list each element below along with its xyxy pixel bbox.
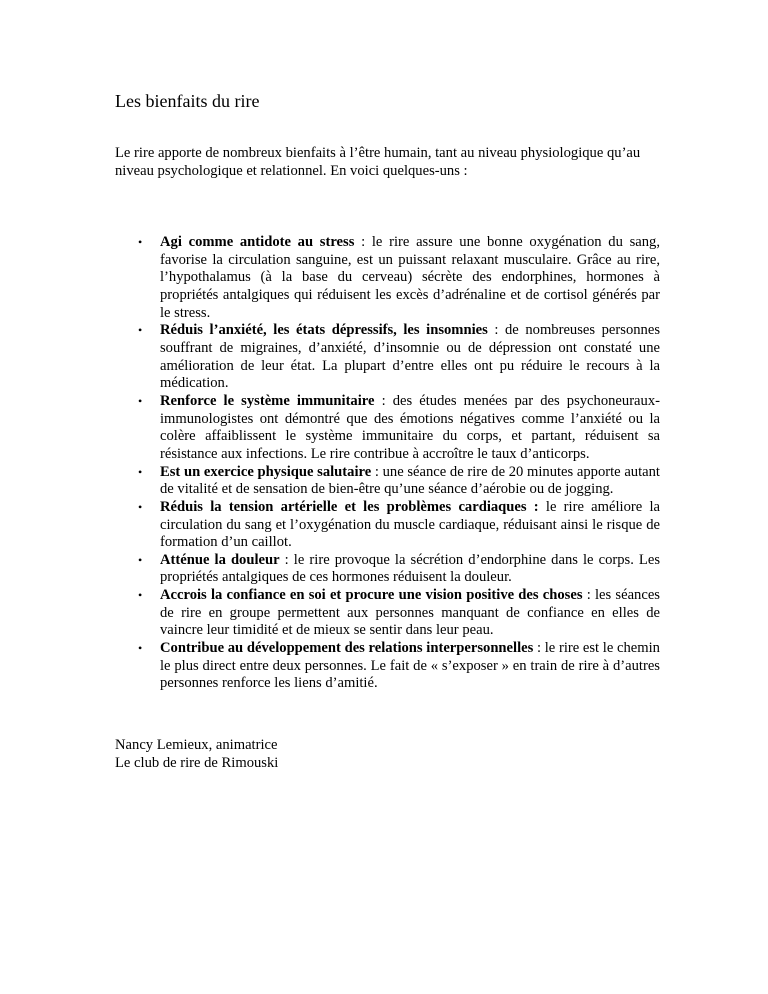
list-item-exercise — [115, 464, 660, 499]
page-title: Les bienfaits du rire — [115, 91, 260, 111]
list-item-blood-pressure — [115, 499, 660, 552]
benefit-text: : des études menées par des psychoneuraux-immunologistes ont démontré que des émotions négatives comme l’anxiété ou la colère affaiblissent le système immunitaire du corps, et partant, réduisent sa résistance aux infections. Le rire contribue à accroître le taux d’anticorps. — [160, 392, 660, 462]
benefit-title: Contribue au développement des relations interpersonnelles — [160, 640, 534, 657]
benefit-text: : le rire assure une bonne oxygénation du sang, favorise la circulation sanguine, est un puissant relaxant musculaire. Grâce au rire, l’hypothalamus (à la base du cerveau) sécrète des endorphines, hormones à propriétés antalgiques qui réduisent les excès d’adrénaline et de cortisol générés par le stress. — [160, 234, 660, 321]
signature-block — [115, 737, 278, 772]
list-item-anxiety — [115, 322, 660, 393]
list-item-confidence — [115, 587, 660, 640]
list-item-stress — [115, 234, 660, 322]
bullet-icon: • — [138, 552, 143, 567]
bullet-icon: • — [138, 464, 143, 479]
benefit-title: Agi comme antidote au stress — [160, 234, 355, 250]
benefit-title: Réduis l’anxiété, les états dépressifs, les insomnies — [160, 322, 488, 339]
bullet-icon: • — [138, 235, 143, 249]
benefit-text: le rire améliore la circulation du sang et l’oxygénation du muscle cardiaque, réduisant ainsi le risque de formation d’un caillot. — [160, 498, 660, 551]
benefit-text: : le rire provoque la sécrétion d’endorphine dans le corps. Les propriétés antalgiques de ces hormones réduisent la douleur. — [160, 551, 661, 586]
signature-organization: Le club de rire de Rimouski — [115, 754, 279, 771]
list-item-immune — [115, 393, 660, 464]
benefit-text: : de nombreuses personnes souffrant de migraines, d’anxiété, d’insomnie ou de dépression ont constaté une amélioration de leur état. La plupart d’entre elles ont pu réduire le recours à la médication. — [160, 322, 660, 392]
benefit-text: : une séance de rire de 20 minutes apporte autant de vitalité et de sensation de bien-être qu’une séance d’aérobie ou de jogging. — [160, 463, 660, 498]
intro-paragraph: Le rire apporte de nombreux bienfaits à l’être humain, tant au niveau physiologique qu’au niveau psychologique et relationnel. En voici quelques-uns : — [115, 145, 641, 179]
benefit-title: Est un exercice physique salutaire — [160, 463, 372, 480]
signature-name: Nancy Lemieux, animatrice — [115, 737, 278, 753]
bullet-icon: • — [138, 393, 143, 408]
bullet-icon: • — [138, 499, 143, 514]
benefits-list — [115, 234, 660, 693]
benefit-title: Atténue la douleur — [160, 551, 280, 568]
bullet-icon: • — [138, 641, 143, 656]
list-item-relations — [115, 640, 660, 693]
benefit-title: Réduis la tension artérielle et les problèmes cardiaques : — [160, 498, 539, 515]
list-item-pain — [115, 552, 660, 587]
bullet-icon: • — [138, 588, 143, 603]
benefit-text: : le rire est le chemin le plus direct entre deux personnes. Le fait de « s’exposer » en train de rire à d’autres personnes renforce les liens d’amitié. — [160, 640, 660, 692]
benefit-title: Renforce le système immunitaire — [160, 392, 375, 409]
benefit-text: : les séances de rire en groupe permettent aux personnes manquant de confiance en elles de vaincre leur timidité et de mieux se sentir dans leur peau. — [160, 587, 660, 639]
benefit-title: Accrois la confiance en soi et procure une vision positive des choses — [160, 587, 583, 604]
bullet-icon: • — [138, 323, 143, 338]
